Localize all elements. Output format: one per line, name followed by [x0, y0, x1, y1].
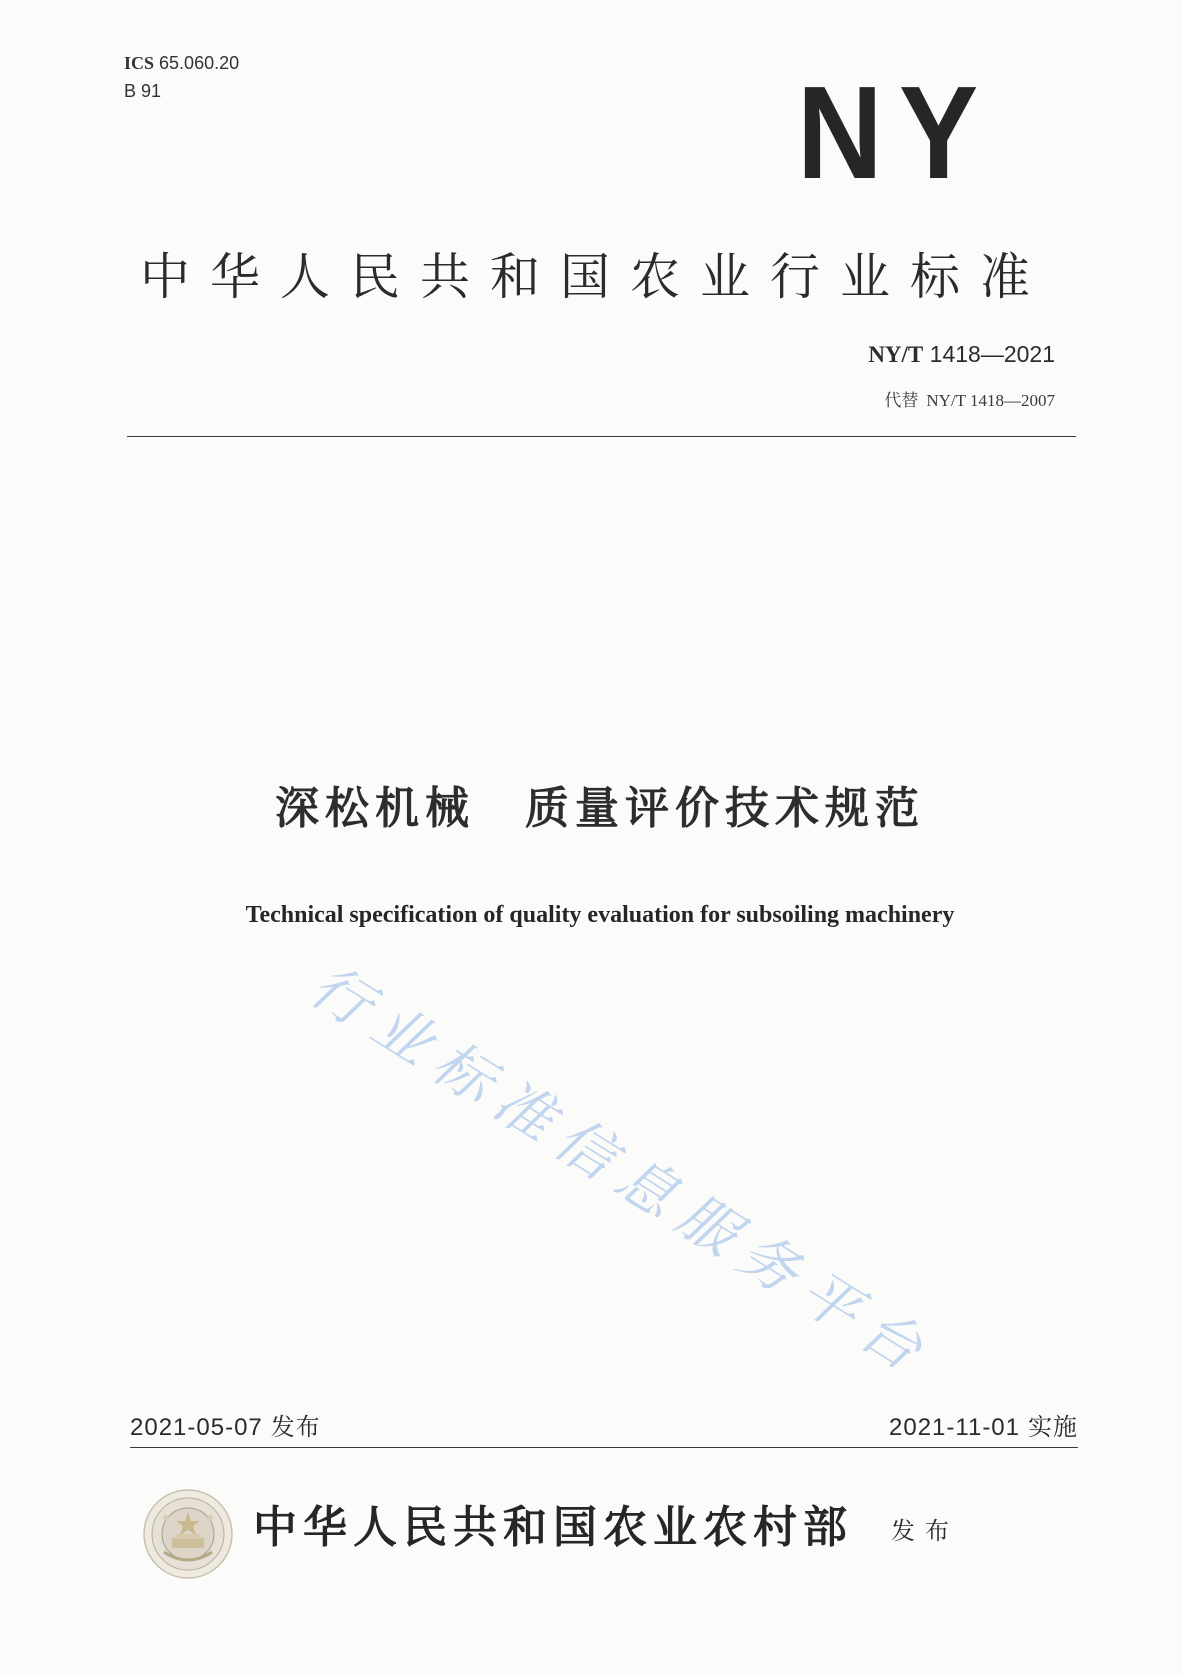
footer-divider — [130, 1447, 1078, 1448]
replaces-code: NY/T 1418—2007 — [926, 391, 1055, 410]
implementation-date-value: 2021-11-01 — [889, 1414, 1020, 1441]
ics-code-line — [124, 52, 239, 74]
issue-date-value: 2021-05-07 — [130, 1414, 263, 1441]
ics-code: 65.060.20 — [159, 53, 240, 73]
standard-number — [868, 340, 1055, 369]
standard-number-value: 1418—2021 — [929, 341, 1055, 367]
document-title-en: Technical specification of quality evaluation for subsoiling machinery — [245, 902, 955, 928]
implementation-date-label: 实施 — [1028, 1413, 1078, 1441]
header-divider — [127, 436, 1076, 437]
standard-number-prefix: NY/T — [868, 342, 924, 367]
watermark-text: 行业标准信息服务平台 — [298, 951, 946, 1391]
standard-type-heading: 中华人民共和国农业行业标准 — [140, 248, 1050, 306]
replaces-line — [884, 390, 1055, 412]
document-title-zh: 深松机械 质量评价技术规范 — [275, 783, 925, 834]
implementation-date — [889, 1412, 1078, 1443]
issuing-authority: 中华人民共和国农业农村部 — [253, 1502, 853, 1553]
issuing-label: 发布 — [891, 1517, 959, 1545]
issue-date-label: 发布 — [270, 1413, 321, 1441]
standard-mark-ny: NY — [796, 59, 994, 206]
replaces-label: 代替 — [884, 391, 919, 410]
national-emblem-icon — [142, 1488, 234, 1580]
ics-label: ICS — [124, 53, 155, 73]
issue-date — [130, 1412, 321, 1443]
ccs-code: B 91 — [124, 81, 162, 101]
